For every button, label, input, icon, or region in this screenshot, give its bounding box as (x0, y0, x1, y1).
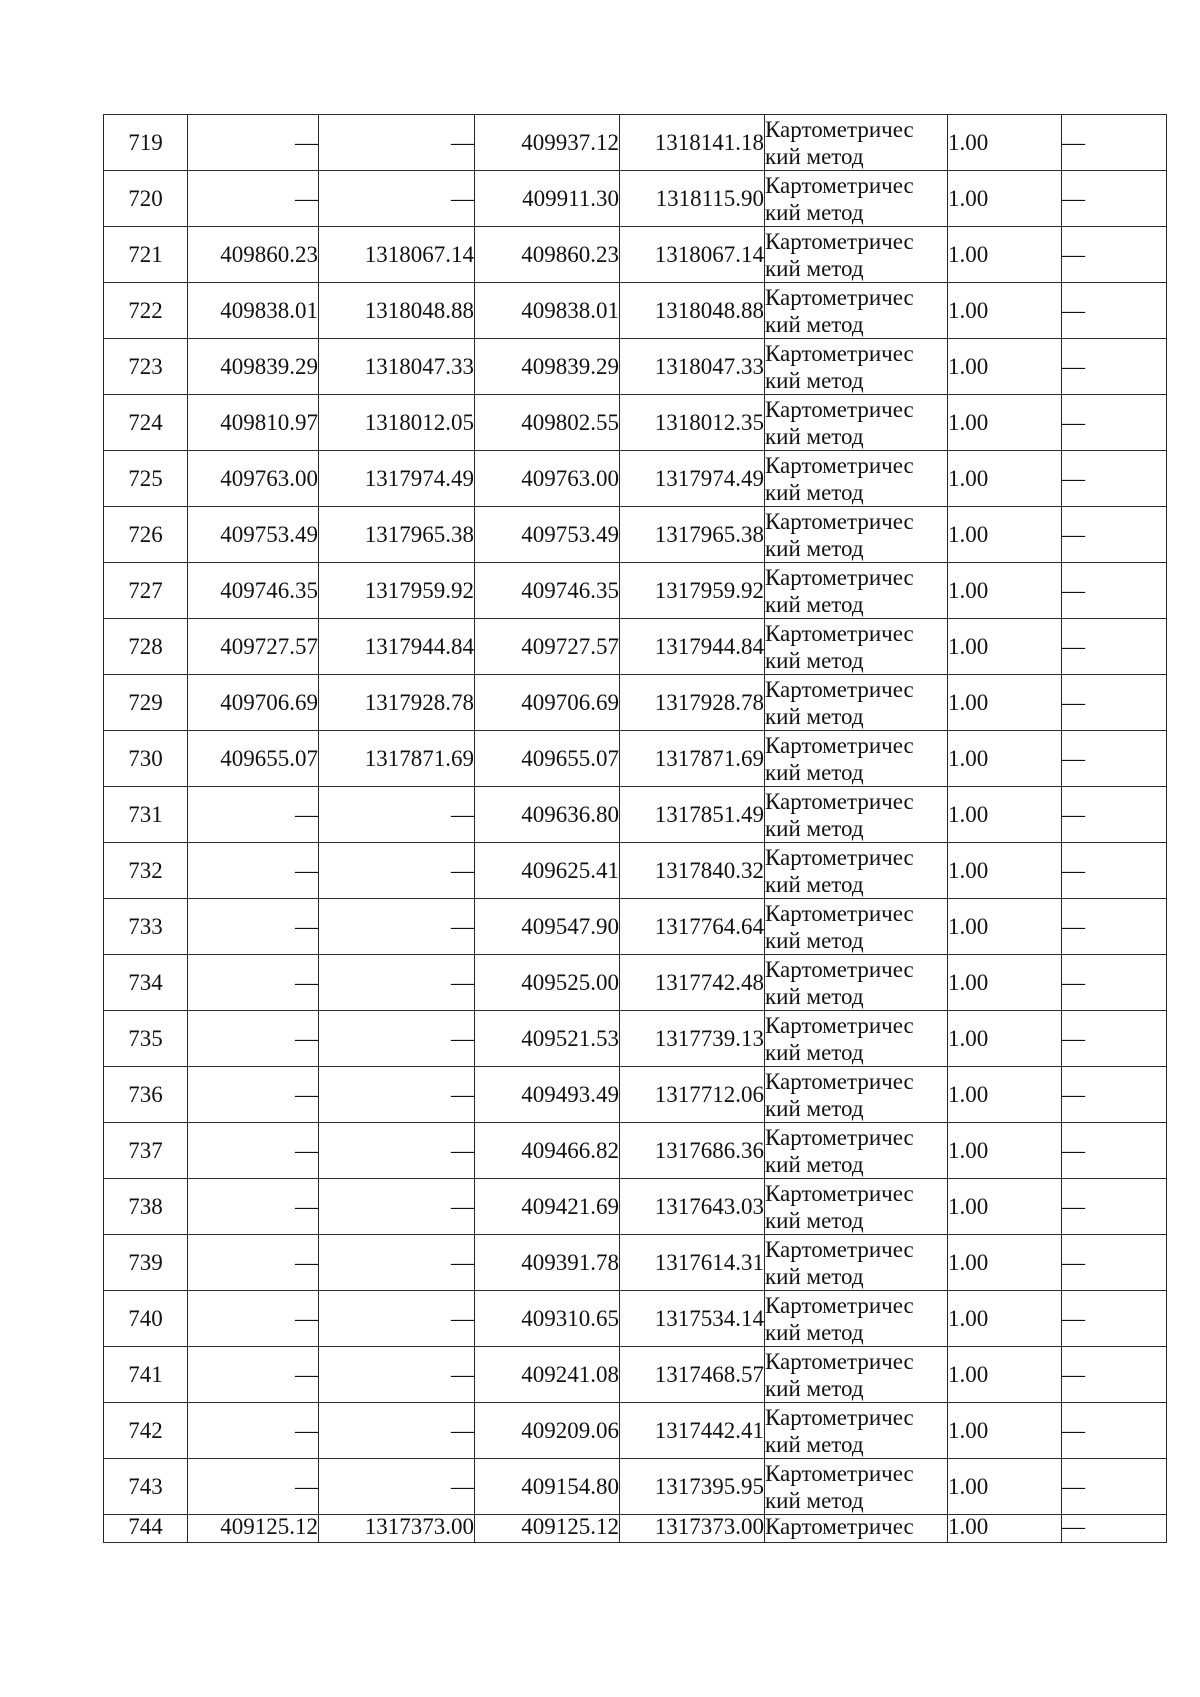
method-line-1: Картометричес (765, 508, 914, 534)
point-number-cell: 743 (104, 1459, 188, 1515)
accuracy-cell: 1.00 (948, 843, 1062, 899)
y-refined-cell: 1317395.95 (620, 1459, 765, 1515)
method-cell (765, 1459, 948, 1515)
x-existing-cell: — (188, 171, 319, 227)
x-refined-cell: 409753.49 (475, 507, 620, 563)
note-cell: — (1062, 1347, 1167, 1403)
y-refined-cell: 1317534.14 (620, 1291, 765, 1347)
point-number-cell: 742 (104, 1403, 188, 1459)
y-refined-cell: 1317764.64 (620, 899, 765, 955)
y-existing-cell: — (319, 1291, 475, 1347)
method-cell (765, 787, 948, 843)
method-cell (765, 955, 948, 1011)
y-refined-cell: 1318115.90 (620, 171, 765, 227)
method-line-1: Картометричес (765, 1068, 914, 1094)
x-existing-cell: 409655.07 (188, 731, 319, 787)
method-line-1: Картометричес (765, 844, 914, 870)
table-row (104, 899, 1167, 955)
method-line-2: кий метод (765, 1207, 864, 1233)
y-refined-cell: 1318012.35 (620, 395, 765, 451)
method-cell (765, 1515, 948, 1543)
method-cell (765, 115, 948, 171)
x-refined-cell: 409839.29 (475, 339, 620, 395)
x-existing-cell: 409810.97 (188, 395, 319, 451)
y-refined-cell: 1317840.32 (620, 843, 765, 899)
x-existing-cell: — (188, 1179, 319, 1235)
y-refined-cell: 1318067.14 (620, 227, 765, 283)
point-number-cell: 744 (104, 1515, 188, 1543)
y-existing-cell: 1317944.84 (319, 619, 475, 675)
accuracy-cell: 1.00 (948, 787, 1062, 843)
x-refined-cell: 409937.12 (475, 115, 620, 171)
x-existing-cell: 409860.23 (188, 227, 319, 283)
table-row (104, 1347, 1167, 1403)
y-existing-cell: — (319, 955, 475, 1011)
point-number-cell: 730 (104, 731, 188, 787)
method-line-1: Картометричес (765, 1012, 914, 1038)
point-number-cell: 738 (104, 1179, 188, 1235)
x-refined-cell: 409763.00 (475, 451, 620, 507)
point-number-cell: 719 (104, 115, 188, 171)
x-existing-cell: — (188, 843, 319, 899)
point-number-cell: 736 (104, 1067, 188, 1123)
y-refined-cell: 1317965.38 (620, 507, 765, 563)
point-number-cell: 734 (104, 955, 188, 1011)
point-number-cell: 725 (104, 451, 188, 507)
note-cell: — (1062, 227, 1167, 283)
note-cell: — (1062, 899, 1167, 955)
table-row (104, 1291, 1167, 1347)
method-cell (765, 675, 948, 731)
method-cell (765, 1179, 948, 1235)
table-row (104, 843, 1167, 899)
y-refined-cell: 1317373.00 (620, 1515, 765, 1543)
method-line-2: кий метод (765, 535, 864, 561)
method-cell (765, 1067, 948, 1123)
method-line-2: кий метод (765, 479, 864, 505)
method-line-2: кий метод (765, 871, 864, 897)
x-refined-cell: 409838.01 (475, 283, 620, 339)
method-line-1: Картометричес (765, 452, 914, 478)
method-cell (765, 563, 948, 619)
method-cell (765, 451, 948, 507)
x-existing-cell: — (188, 955, 319, 1011)
note-cell: — (1062, 171, 1167, 227)
method-line-2: кий метод (765, 759, 864, 785)
note-cell: — (1062, 675, 1167, 731)
note-cell: — (1062, 1235, 1167, 1291)
y-existing-cell: 1318048.88 (319, 283, 475, 339)
y-refined-cell: 1317686.36 (620, 1123, 765, 1179)
accuracy-cell: 1.00 (948, 339, 1062, 395)
y-existing-cell: — (319, 171, 475, 227)
x-refined-cell: 409493.49 (475, 1067, 620, 1123)
accuracy-cell: 1.00 (948, 171, 1062, 227)
x-existing-cell: — (188, 1123, 319, 1179)
x-existing-cell: — (188, 1067, 319, 1123)
y-refined-cell: 1317851.49 (620, 787, 765, 843)
point-number-cell: 739 (104, 1235, 188, 1291)
note-cell: — (1062, 395, 1167, 451)
method-line-2: кий метод (765, 1375, 864, 1401)
coordinates-table (103, 114, 1167, 1543)
table-row (104, 451, 1167, 507)
method-line-1: Картометричес (765, 340, 914, 366)
x-refined-cell: 409466.82 (475, 1123, 620, 1179)
method-line-1: Картометричес (765, 1404, 914, 1430)
y-existing-cell: 1317928.78 (319, 675, 475, 731)
method-line-2: кий метод (765, 1487, 864, 1513)
method-cell (765, 171, 948, 227)
y-existing-cell: 1317965.38 (319, 507, 475, 563)
x-existing-cell: — (188, 899, 319, 955)
method-line-2: кий метод (765, 647, 864, 673)
method-line-2: кий метод (765, 367, 864, 393)
x-existing-cell: — (188, 1403, 319, 1459)
x-refined-cell: 409209.06 (475, 1403, 620, 1459)
table-row (104, 1459, 1167, 1515)
point-number-cell: 731 (104, 787, 188, 843)
x-existing-cell: — (188, 115, 319, 171)
y-refined-cell: 1317871.69 (620, 731, 765, 787)
x-refined-cell: 409525.00 (475, 955, 620, 1011)
x-refined-cell: 409154.80 (475, 1459, 620, 1515)
accuracy-cell: 1.00 (948, 451, 1062, 507)
note-cell: — (1062, 843, 1167, 899)
y-refined-cell: 1318048.88 (620, 283, 765, 339)
method-line-1: Картометричес (765, 564, 914, 590)
method-line-1: Картометричес (765, 732, 914, 758)
method-line-1: Картометричес (765, 1180, 914, 1206)
table-row (104, 1179, 1167, 1235)
accuracy-cell: 1.00 (948, 1291, 1062, 1347)
method-cell (765, 227, 948, 283)
table-row (104, 1011, 1167, 1067)
y-existing-cell: 1318012.05 (319, 395, 475, 451)
method-line-2: кий метод (765, 815, 864, 841)
note-cell: — (1062, 1459, 1167, 1515)
method-line-1: Картометричес (765, 396, 914, 422)
method-line-2: кий метод (765, 143, 864, 169)
y-existing-cell: — (319, 787, 475, 843)
accuracy-cell: 1.00 (948, 1179, 1062, 1235)
method-line-1: Картометричес (765, 172, 914, 198)
y-existing-cell: 1317974.49 (319, 451, 475, 507)
method-line-2: кий метод (765, 423, 864, 449)
y-refined-cell: 1318047.33 (620, 339, 765, 395)
y-existing-cell: — (319, 1067, 475, 1123)
accuracy-cell: 1.00 (948, 1347, 1062, 1403)
y-existing-cell: — (319, 1123, 475, 1179)
x-refined-cell: 409746.35 (475, 563, 620, 619)
accuracy-cell: 1.00 (948, 227, 1062, 283)
note-cell: — (1062, 731, 1167, 787)
y-existing-cell: 1317373.00 (319, 1515, 475, 1543)
point-number-cell: 733 (104, 899, 188, 955)
table-row (104, 1235, 1167, 1291)
point-number-cell: 729 (104, 675, 188, 731)
point-number-cell: 721 (104, 227, 188, 283)
note-cell: — (1062, 1123, 1167, 1179)
accuracy-cell: 1.00 (948, 1403, 1062, 1459)
table-row (104, 283, 1167, 339)
point-number-cell: 726 (104, 507, 188, 563)
point-number-cell: 735 (104, 1011, 188, 1067)
accuracy-cell: 1.00 (948, 1459, 1062, 1515)
y-existing-cell: — (319, 843, 475, 899)
accuracy-cell: 1.00 (948, 507, 1062, 563)
x-existing-cell: — (188, 787, 319, 843)
x-existing-cell: — (188, 1347, 319, 1403)
accuracy-cell: 1.00 (948, 955, 1062, 1011)
method-line-2: кий метод (765, 311, 864, 337)
point-number-cell: 722 (104, 283, 188, 339)
note-cell: — (1062, 563, 1167, 619)
y-refined-cell: 1318141.18 (620, 115, 765, 171)
table-row (104, 563, 1167, 619)
method-line-2: кий метод (765, 983, 864, 1009)
x-existing-cell: — (188, 1459, 319, 1515)
point-number-cell: 741 (104, 1347, 188, 1403)
y-refined-cell: 1317742.48 (620, 955, 765, 1011)
table-row (104, 227, 1167, 283)
method-line-1: Картометричес (765, 284, 914, 310)
y-refined-cell: 1317614.31 (620, 1235, 765, 1291)
accuracy-cell: 1.00 (948, 563, 1062, 619)
point-number-cell: 724 (104, 395, 188, 451)
x-existing-cell: 409838.01 (188, 283, 319, 339)
x-refined-cell: 409521.53 (475, 1011, 620, 1067)
method-line-2: кий метод (765, 1095, 864, 1121)
method-cell (765, 731, 948, 787)
method-line-1: Картометричес (765, 1124, 914, 1150)
method-line-2: кий метод (765, 1039, 864, 1065)
y-existing-cell: — (319, 1179, 475, 1235)
method-cell (765, 1347, 948, 1403)
x-refined-cell: 409706.69 (475, 675, 620, 731)
method-cell (765, 283, 948, 339)
table-row (104, 171, 1167, 227)
table-row (104, 507, 1167, 563)
note-cell: — (1062, 115, 1167, 171)
method-line-1: Картометричес (765, 1514, 914, 1539)
x-refined-cell: 409125.12 (475, 1515, 620, 1543)
note-cell: — (1062, 1179, 1167, 1235)
note-cell: — (1062, 619, 1167, 675)
table-row (104, 619, 1167, 675)
y-refined-cell: 1317959.92 (620, 563, 765, 619)
x-existing-cell: 409727.57 (188, 619, 319, 675)
accuracy-cell: 1.00 (948, 1235, 1062, 1291)
y-refined-cell: 1317739.13 (620, 1011, 765, 1067)
note-cell: — (1062, 1291, 1167, 1347)
note-cell: — (1062, 787, 1167, 843)
method-cell (765, 507, 948, 563)
x-refined-cell: 409911.30 (475, 171, 620, 227)
point-number-cell: 728 (104, 619, 188, 675)
accuracy-cell: 1.00 (948, 395, 1062, 451)
x-refined-cell: 409391.78 (475, 1235, 620, 1291)
note-cell: — (1062, 507, 1167, 563)
method-line-2: кий метод (765, 927, 864, 953)
method-line-2: кий метод (765, 1151, 864, 1177)
method-cell (765, 899, 948, 955)
method-line-1: Картометричес (765, 1460, 914, 1486)
method-line-2: кий метод (765, 255, 864, 281)
x-refined-cell: 409310.65 (475, 1291, 620, 1347)
method-line-2: кий метод (765, 591, 864, 617)
x-refined-cell: 409625.41 (475, 843, 620, 899)
method-line-1: Картометричес (765, 956, 914, 982)
x-existing-cell: 409763.00 (188, 451, 319, 507)
method-line-1: Картометричес (765, 1348, 914, 1374)
y-existing-cell: 1317959.92 (319, 563, 475, 619)
x-existing-cell: — (188, 1291, 319, 1347)
y-existing-cell: — (319, 1347, 475, 1403)
method-cell (765, 1011, 948, 1067)
method-line-1: Картометричес (765, 676, 914, 702)
method-line-1: Картометричес (765, 116, 914, 142)
accuracy-cell: 1.00 (948, 283, 1062, 339)
y-existing-cell: 1317871.69 (319, 731, 475, 787)
note-cell: — (1062, 1011, 1167, 1067)
note-cell: — (1062, 1403, 1167, 1459)
method-cell (765, 1403, 948, 1459)
x-existing-cell: 409706.69 (188, 675, 319, 731)
y-existing-cell: — (319, 1011, 475, 1067)
method-line-1: Картометричес (765, 900, 914, 926)
y-refined-cell: 1317974.49 (620, 451, 765, 507)
y-existing-cell: 1318047.33 (319, 339, 475, 395)
method-cell (765, 843, 948, 899)
point-number-cell: 727 (104, 563, 188, 619)
table-row (104, 115, 1167, 171)
method-line-2: кий метод (765, 1431, 864, 1457)
x-refined-cell: 409636.80 (475, 787, 620, 843)
method-line-2: кий метод (765, 199, 864, 225)
method-cell (765, 619, 948, 675)
table-body (104, 115, 1167, 1543)
method-line-2: кий метод (765, 703, 864, 729)
table-row (104, 1515, 1167, 1543)
y-refined-cell: 1317468.57 (620, 1347, 765, 1403)
x-refined-cell: 409802.55 (475, 395, 620, 451)
x-existing-cell: 409753.49 (188, 507, 319, 563)
point-number-cell: 737 (104, 1123, 188, 1179)
method-cell (765, 1291, 948, 1347)
note-cell: — (1062, 451, 1167, 507)
note-cell: — (1062, 955, 1167, 1011)
x-refined-cell: 409241.08 (475, 1347, 620, 1403)
x-existing-cell: — (188, 1011, 319, 1067)
table-row (104, 675, 1167, 731)
table-row (104, 1403, 1167, 1459)
y-existing-cell: — (319, 115, 475, 171)
note-cell: — (1062, 283, 1167, 339)
note-cell: — (1062, 1515, 1167, 1543)
accuracy-cell: 1.00 (948, 1067, 1062, 1123)
table-row (104, 787, 1167, 843)
table-row (104, 1067, 1167, 1123)
table-row (104, 339, 1167, 395)
y-refined-cell: 1317442.41 (620, 1403, 765, 1459)
x-refined-cell: 409655.07 (475, 731, 620, 787)
point-number-cell: 740 (104, 1291, 188, 1347)
method-cell (765, 1123, 948, 1179)
point-number-cell: 720 (104, 171, 188, 227)
point-number-cell: 732 (104, 843, 188, 899)
x-refined-cell: 409421.69 (475, 1179, 620, 1235)
table-row (104, 731, 1167, 787)
y-existing-cell: — (319, 1403, 475, 1459)
note-cell: — (1062, 339, 1167, 395)
method-line-1: Картометричес (765, 1236, 914, 1262)
table-row (104, 395, 1167, 451)
x-refined-cell: 409727.57 (475, 619, 620, 675)
y-refined-cell: 1317944.84 (620, 619, 765, 675)
method-line-1: Картометричес (765, 788, 914, 814)
accuracy-cell: 1.00 (948, 899, 1062, 955)
accuracy-cell: 1.00 (948, 675, 1062, 731)
table-row (104, 955, 1167, 1011)
method-line-1: Картометричес (765, 620, 914, 646)
method-line-2: кий метод (765, 1319, 864, 1345)
y-existing-cell: — (319, 899, 475, 955)
y-existing-cell: — (319, 1459, 475, 1515)
method-line-1: Картометричес (765, 1292, 914, 1318)
y-refined-cell: 1317643.03 (620, 1179, 765, 1235)
y-existing-cell: — (319, 1235, 475, 1291)
x-existing-cell: 409746.35 (188, 563, 319, 619)
y-existing-cell: 1318067.14 (319, 227, 475, 283)
x-refined-cell: 409547.90 (475, 899, 620, 955)
accuracy-cell: 1.00 (948, 115, 1062, 171)
method-line-2: кий метод (765, 1263, 864, 1289)
method-cell (765, 339, 948, 395)
method-line-1: Картометричес (765, 228, 914, 254)
x-existing-cell: 409125.12 (188, 1515, 319, 1543)
x-existing-cell: — (188, 1235, 319, 1291)
method-cell (765, 1235, 948, 1291)
accuracy-cell: 1.00 (948, 1123, 1062, 1179)
x-refined-cell: 409860.23 (475, 227, 620, 283)
y-refined-cell: 1317928.78 (620, 675, 765, 731)
note-cell: — (1062, 1067, 1167, 1123)
method-cell (765, 395, 948, 451)
y-refined-cell: 1317712.06 (620, 1067, 765, 1123)
accuracy-cell: 1.00 (948, 731, 1062, 787)
x-existing-cell: 409839.29 (188, 339, 319, 395)
table-row (104, 1123, 1167, 1179)
accuracy-cell: 1.00 (948, 1515, 1062, 1543)
accuracy-cell: 1.00 (948, 1011, 1062, 1067)
point-number-cell: 723 (104, 339, 188, 395)
accuracy-cell: 1.00 (948, 619, 1062, 675)
